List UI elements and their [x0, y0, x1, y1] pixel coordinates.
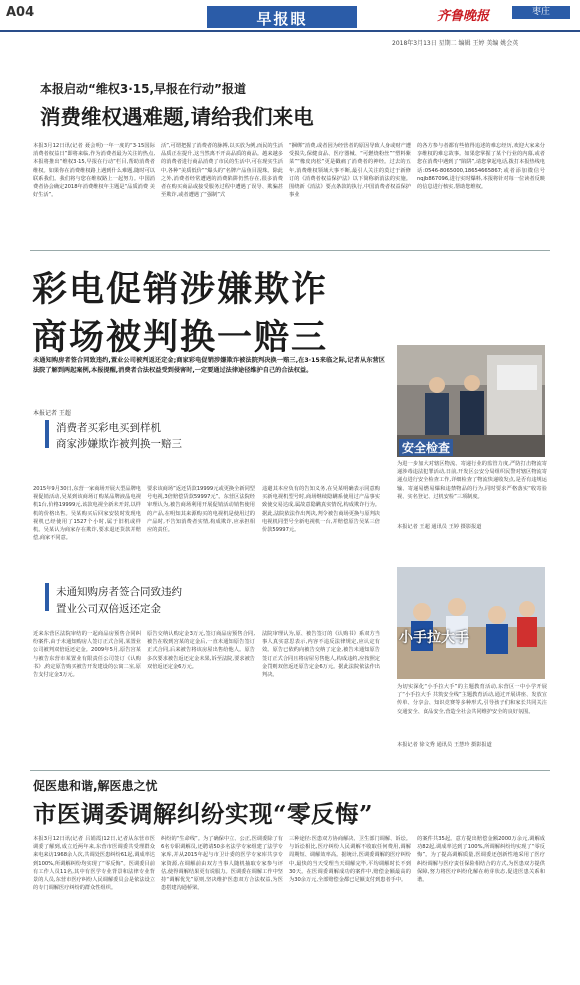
- date-line: 2018年3月13日 星期二 编辑 王婷 美编 姚会英: [392, 40, 519, 47]
- case2-col2: 原告交纳认购定金3万元,签订商品房预售合同,被告在收到宫某的定金后,一直未通知原告签订正式合同,后来被告将该房屋出售给他人。原告多次要求被告返还定金未果,诉至法院,要求被告双倍返还定金6万元。: [147, 631, 255, 670]
- case1-title-1: 消费者买彩电买到样机: [56, 422, 161, 434]
- story1-headline: 消费维权遇难题,请给我们来电: [40, 105, 314, 129]
- story1-kicker: 本报启动“维权3·15,早报在行动”报道: [40, 82, 246, 96]
- safety-check-credit: 本报记者 王超 通讯员 王婷 摄影报道: [397, 524, 482, 530]
- kids-classroom-illustration: [397, 567, 545, 679]
- safety-check-label: 安全检查: [399, 439, 453, 456]
- paper-logo: 齐鲁晚报: [437, 9, 490, 24]
- kids-photo: [397, 567, 545, 679]
- story3-kicker: 促医患和谐,解医患之忧: [33, 779, 158, 793]
- story3-col4: 的案件共35起。意方提出赔偿金额2000万余元,调解成功82起,调成率达到了100%,所调解纠纷均实现了“零反悔”。为了提高调解质量,医调委还创新性地采用了医疗纠纷调解与医疗责任保险相结合的方式,为医患双方提供保障,努力将医疗纠纷化解在萌芽状态,促进医患关系和谐。: [417, 836, 545, 884]
- case2-title-1: 未通知购房者签合同致违约: [56, 586, 182, 598]
- case1-title-2: 商家涉嫌欺诈被判换一赔三: [56, 438, 182, 450]
- story2-headline-line2: 商场被判换一赔三: [32, 317, 329, 358]
- story3-col3: 三种途径:医患双方协商解决、卫生部门调解、诉讼。与诉讼相比,医疗纠纷人民调解不收取任何费用,调解周期短、调解效率高。据统计,医调委调解的医疗纠纷中,最快的当天受理当天调解完毕,平均调解时长不到30天。在医调委调解成功的案件中,赔偿金额最高的为30余万元,全部赔偿金都已足额支付到患者手中。: [289, 836, 411, 884]
- story2-lead: 未通知购房者签合同致违约,置业公司被判返还定金;商家彩电促销涉嫌欺诈被法院判决换一赔三,在3·15来临之际,记者从东营区法院了解到两起案例,本报提醒,消费者合法权益受到侵害时,一定要通过法律途径维护自己的合法权益。: [33, 357, 385, 374]
- case2-title-2: 置业公司双倍返还定金: [56, 603, 161, 615]
- page-number: A04: [6, 5, 35, 20]
- case1-col1: 2015年9月30日,东营一家商场开展大型品牌电视促销活动,吴某到该商场订购某品牌液晶电视机1台,价格19999元,该款电视全新未开封,以样机的价格出售。吴某购买后回家安装时发现电视机已经使用了1527个小时,属于旧机或样机。吴某认为商家存在欺诈,要求退还货款并赔偿,商家不同意。: [33, 486, 141, 542]
- story3-headline: 市医调委调解纠纷实现“零反悔”: [33, 800, 374, 828]
- case2-col1: 近来东营区法院审结的一起商品房预售合同纠纷案件,由于未通知购房人签订正式合同,某置业公司被判双倍返还定金。2009年5月,原告宫某与被告东营市某置业有限责任公司签订《认购书》,约定原告购买被告开发建设的公寓二室,原告支付定金3万元。: [33, 631, 141, 679]
- story1-col3: “捆绑”消费,或者因为经营者的原因导致人身或财产遭受损失,保健食品、医疗器械、“可燃烧粉丝”“塑料紫菜”“橡皮肉松”更是戳痛了消费者的神经。过去的五年,消费维权领域大事不断,最引人关注的莫过于新修订的《消费者权益保护法》以下简称新消法的实施。围绕新《消法》要点条款的执行,中国消费者权益保护事业: [289, 143, 411, 199]
- safety-check-photo: [397, 345, 545, 457]
- case2-col3: 法院审理认为,原、被告签订的《认购书》系双方当事人真实意思表示,内容不违反法律规定,应认定有效。原告已依约向被告交纳了定金,被告未通知原告签订正式合同且将房屋另售他人,构成违约,应按照定金罚则双倍返还原告定金6万元。据此法院依法作出判决。: [262, 631, 380, 679]
- story1-col1: 本报3月12日讯(记者 聂会明)一年一度的“3·15国际消费者权益日”即将来临,作为消费者最为关注的热点,本报将推出“维权3·15,早报在行动”栏目,帮助消费者维权。如果你在消费维权路上遇到什么难题,随时可以联系我们。我们将与您在维权路上一起努力。中国消费者协会确定2018年消费维权年主题是“品质消费 美好生活”。: [33, 143, 155, 199]
- section-title: 早报眼: [256, 10, 308, 28]
- story3-col1: 本报3月12日讯(记者 吕娟霞)12日,记者从东营市医调委了解到,成立近两年来,东营市医调委共受理群众来电来访1968余人次,共调处医患纠纷61起,调成率达到100%,所调解纠纷均实现了“零反悔”。医调委目前有工作人员11名,其中有医学专业背景和法律专业背景的人员,东营市医疗纠纷人民调解委员会是依法设立的专门调解医疗纠纷的群众性组织。: [33, 836, 155, 892]
- kids-label: 小手拉大手: [399, 630, 469, 646]
- safety-check-caption: 为进一步加大对辖区物流、寄递行业的监管力度,严防打击物流寄递涉毒违法犯罪活动,日前,开发区公安分局组织民警对辖区物流寄递点进行安全检查工作,详细检查了物流快递收发点,是否有违规运输、寄递易燃易爆和违禁物品的行为,同时要求严格落实“收寄验视、实名登记、过机安检”三项制度。: [397, 461, 547, 500]
- case1-head-bar: [45, 420, 49, 448]
- masthead-rule: [0, 30, 580, 32]
- story1-col2: 活”,可谓把握了消费者的脉搏,以买放为例,而民的生活品质正在提升,这当然离不开高品质的商品。越来越多的消费者进行商品消费了市民的生活中,可在现实生活中,各种“美质低价”“爆头的”名牌产品鱼目混珠。除此之外,消费者经常遭遇的消费陷阱仍然存在,很多消费者在购买商品或接受服务过程中遭遇了误导、欺骗甚至欺诈,或者遭遇了“强制”式: [161, 143, 283, 199]
- story2-headline-line1: 彩电促销涉嫌欺诈: [32, 269, 329, 310]
- story1-col4: 的各方参与者都有些值得追述的难忘经历,欢迎大家来分享维权的难忘故事。如果您掌握了某个行业的内幕,或者您在消费中遇到了“陷阱”,请您拿起电话,拨打本报热线电话:0546-8065000,18654665867;或者添加微信号nqjb867096,进行实时爆料,本报将针对每一位读者反映的信息进行核实,帮助您维权。: [417, 143, 545, 191]
- kids-credit: 本报记者 徐文秀 通讯员 王慧玲 摄影报道: [397, 742, 492, 748]
- case1-col3: 违避其本应负有的告知义务,在吴某明确表示同意购买新电视机型号时,商场继续隐瞒系使用过产品事实致使交易达成,属故意隐瞒真实情况,构成欺诈行为。据此,法院依法作出判决,判令被告商场更换与原判决电视机同型号全新电视机一台,并赔偿原告吴某三倍价款59997元。: [262, 486, 380, 534]
- divider-1: [30, 250, 550, 251]
- story3-col2: 纠纷的“生命线”。为了确保中立、公正,医调委除了有6名专职调解员,还聘请50多名法学专家组建了法学专家库,并从2015年起与市卫计委的医学专家库共享专家资源,在调解前由双方当事人随机抽取专家参与评估,使得调解结果更有说服力。医调委在调解工作中坚持“调解优先”原则,坚决维护医患双方合法权益,为医患搭建沟通桥梁。: [161, 836, 283, 892]
- divider-2: [30, 770, 550, 771]
- case2-head-bar: [45, 583, 49, 611]
- kids-caption: 为切实深化“小手拉大手”的主题教育活动,东营区一中小学开展了“小手拉大手 共筑安全线”主题教育活动,通过开展讲座、发放宣传单、分享会、知识竞赛等多种形式,引导孩子们和家长共同关注交通安全、食品安全,营造全社会共同维护安全的良好氛围。: [397, 684, 547, 715]
- edition-tag: 枣庄: [512, 6, 570, 19]
- story2-byline: 本报记者 王超: [33, 410, 71, 417]
- case1-col2: 要求该商场”返还货款19999元或更换全新同型号电视,3倍赔偿货款59997元”。东营区法院经审理认为,被告商场利用开展促销活动销售使用的产品,在明知其来源购买的电视机是使用过的产品时,不告知消费者实情,构成欺诈,应承担相应的责任。: [147, 486, 255, 534]
